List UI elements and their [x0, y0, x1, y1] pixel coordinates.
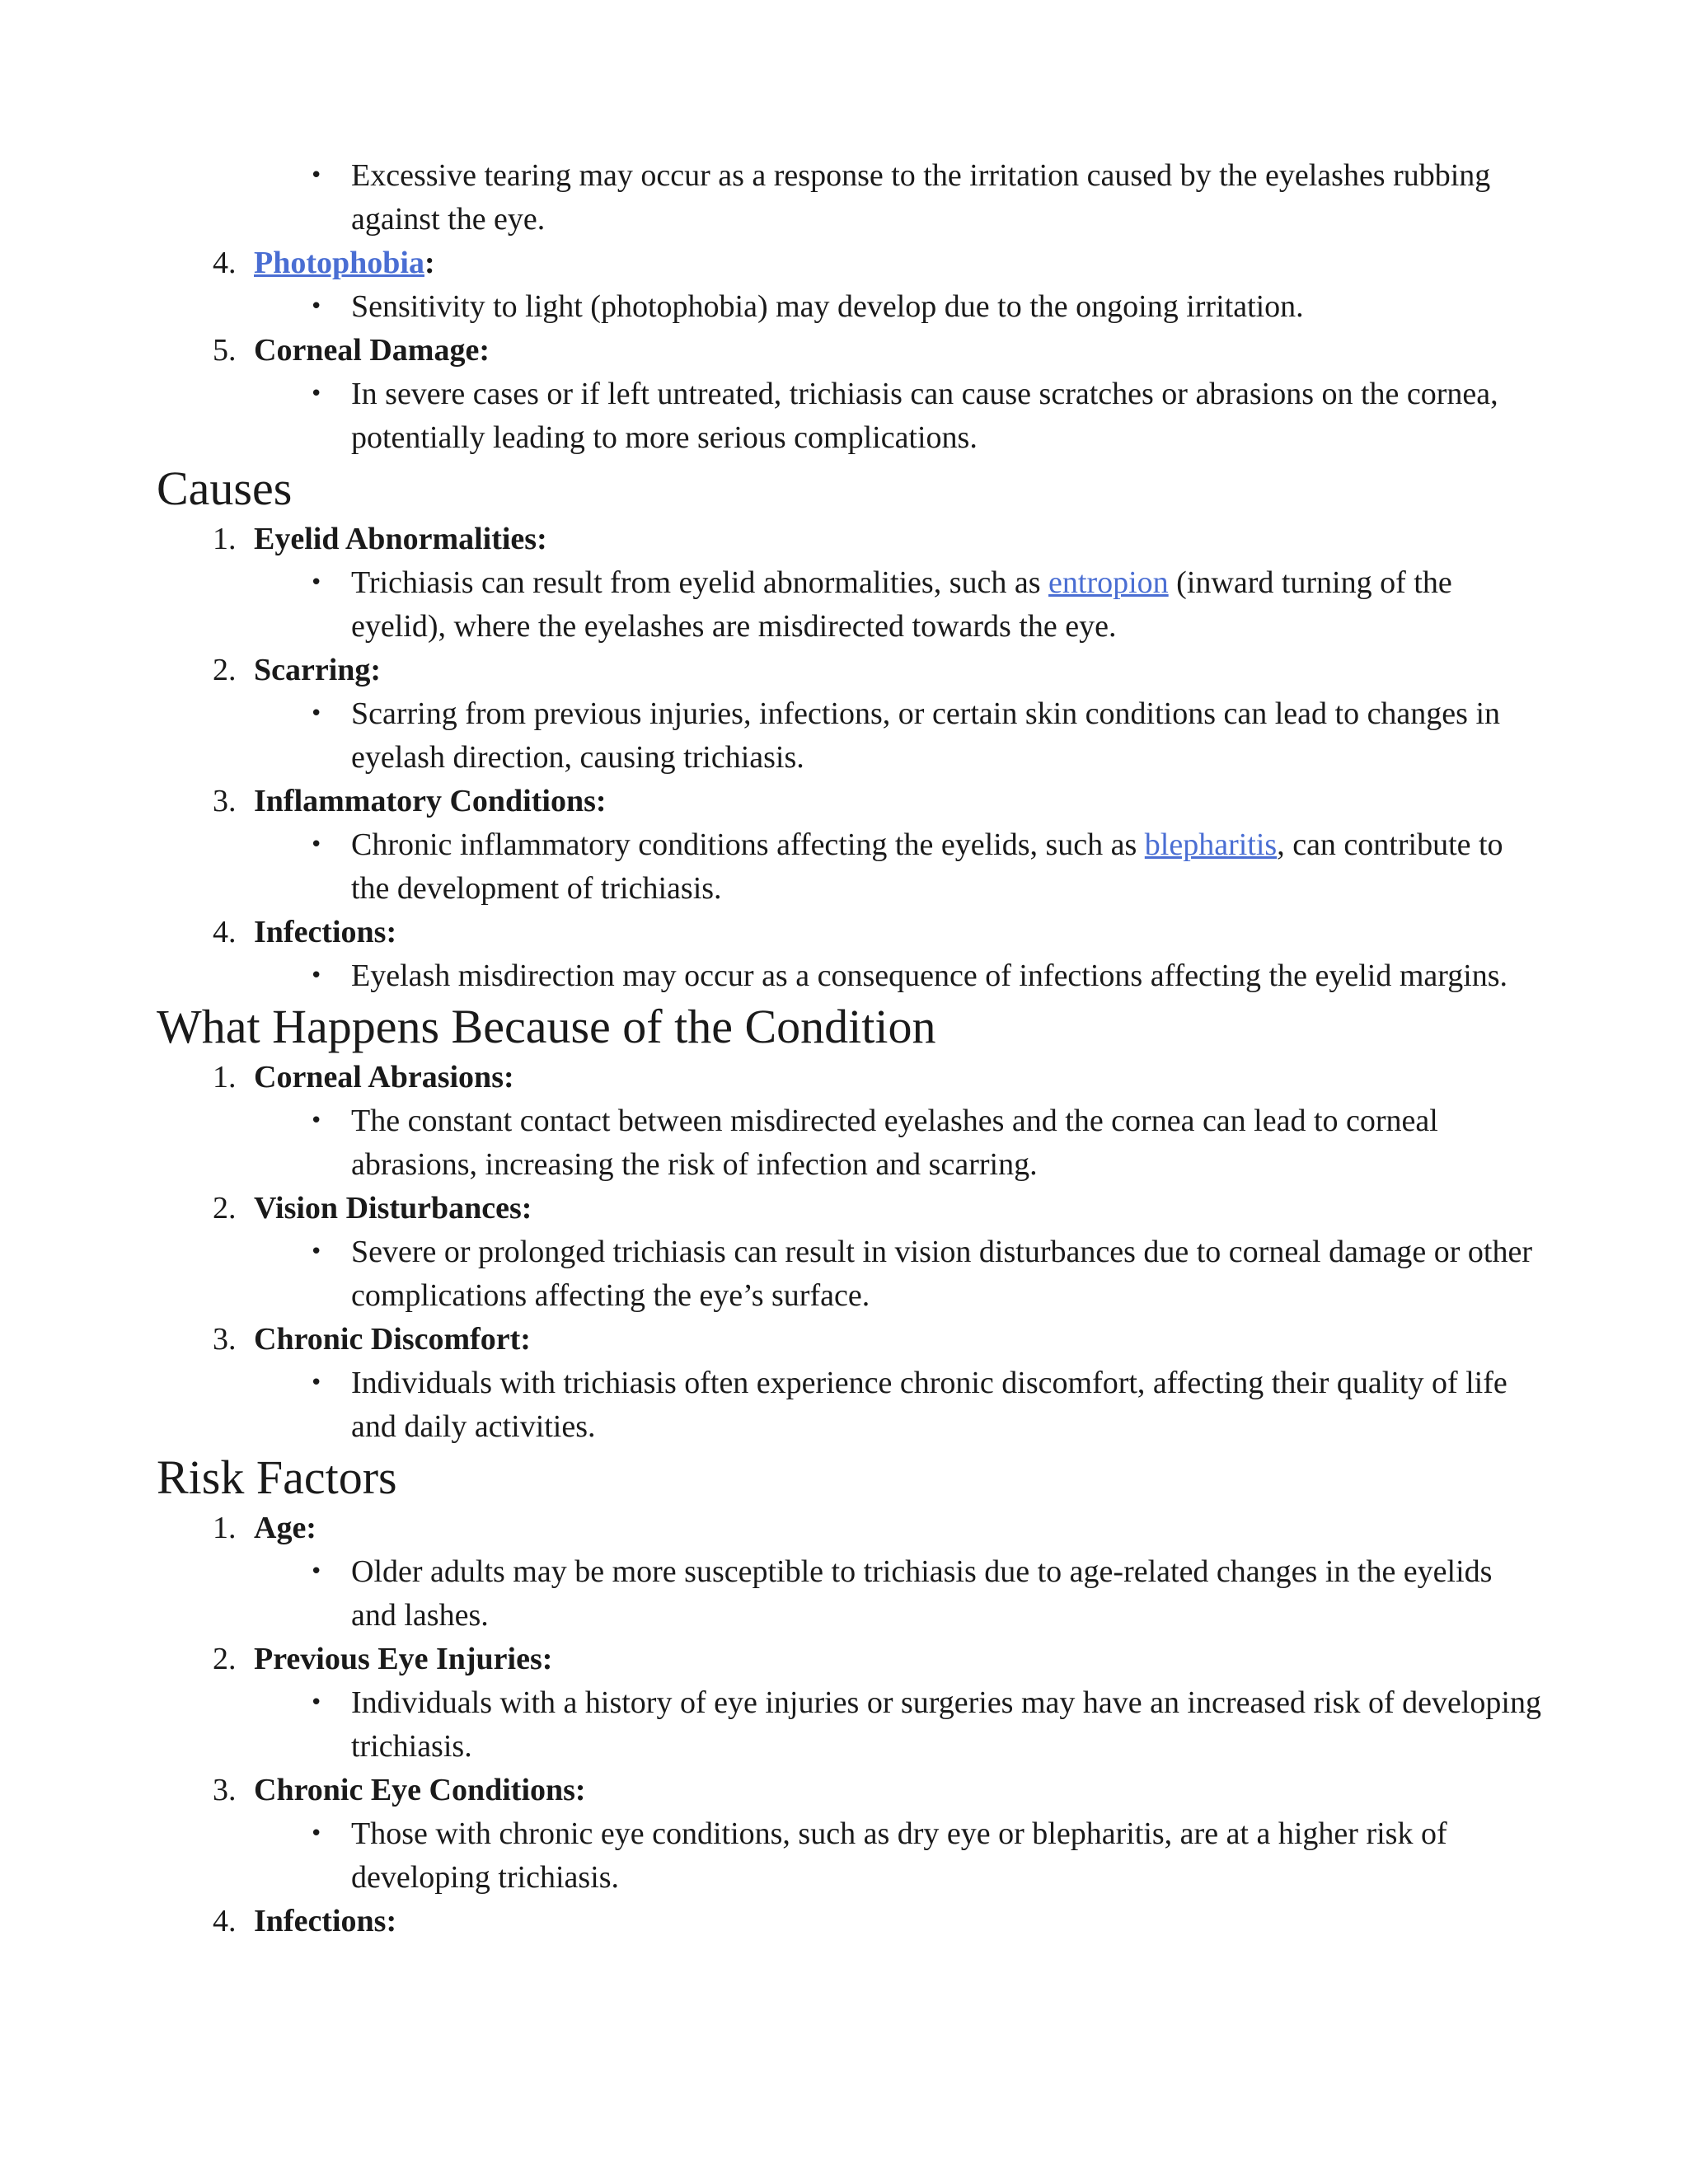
- bullet-marker: •: [310, 570, 323, 595]
- list-item-photophobia: [157, 241, 1541, 285]
- section-title-consequences: What Happens Because of the Condition: [157, 1000, 936, 1053]
- list-item-scarring: [157, 649, 1541, 692]
- item-label: Eyelid Abnormalities:: [254, 522, 547, 556]
- list-number: 4.: [213, 246, 237, 280]
- bullet-text: Scarring from previous injuries, infections, or certain skin conditions can lead to changes in eyelash direction, causing trichiasis.: [351, 696, 1501, 775]
- list-item-bullet: [157, 954, 1541, 998]
- list-item-infections: [157, 911, 1541, 954]
- item-label: Infections:: [254, 1904, 397, 1938]
- list-item-chronic-eye-conditions: [157, 1769, 1541, 1812]
- list-number: 1.: [213, 1511, 237, 1545]
- list-item-bullet: [157, 1550, 1541, 1638]
- list-item-bullet: [157, 561, 1541, 649]
- list-item-bullet: [157, 1099, 1541, 1187]
- list-number: 2.: [213, 1191, 237, 1226]
- list-item-inflammatory-conditions: [157, 780, 1541, 823]
- bullet-marker: •: [310, 382, 323, 406]
- bullet-text: Older adults may be more susceptible to trichiasis due to age-related changes in the eyelids and lashes.: [351, 1554, 1493, 1633]
- bullet-text: Chronic inflammatory conditions affecting the eyelids, such as blepharitis, can contribute to the development of trichiasis.: [351, 827, 1503, 906]
- list-number: 4.: [213, 915, 237, 949]
- item-label: Corneal Abrasions:: [254, 1060, 514, 1094]
- bullet-marker: •: [310, 963, 323, 988]
- photophobia-link[interactable]: Photophobia: [254, 246, 424, 280]
- list-number: 1.: [213, 1060, 237, 1094]
- list-item-eyelid-abnormalities: [157, 518, 1541, 561]
- list-number: 3.: [213, 784, 237, 818]
- bullet-marker: •: [310, 1821, 323, 1846]
- section-title-causes: Causes: [157, 462, 293, 515]
- item-label: Infections:: [254, 915, 397, 949]
- document-content: [157, 154, 1541, 1943]
- list-item-bullet: [157, 154, 1541, 241]
- list-number: 5.: [213, 333, 237, 368]
- item-label: Previous Eye Injuries:: [254, 1642, 553, 1676]
- item-label: Chronic Discomfort:: [254, 1322, 531, 1357]
- list-number: 1.: [213, 522, 237, 556]
- bullet-text: In severe cases or if left untreated, trichiasis can cause scratches or abrasions on the cornea, potentially leading to more serious complications.: [351, 377, 1498, 455]
- item-label: Chronic Eye Conditions:: [254, 1773, 586, 1807]
- item-label: Vision Disturbances:: [254, 1191, 532, 1226]
- list-number: 2.: [213, 1642, 237, 1676]
- item-label: Inflammatory Conditions:: [254, 784, 607, 818]
- list-item-bullet: [157, 1681, 1541, 1769]
- bullet-text: Severe or prolonged trichiasis can result in vision disturbances due to corneal damage or other complications affecting the eye’s surface.: [351, 1235, 1532, 1313]
- item-label: Corneal Damage:: [254, 333, 490, 368]
- list-item-previous-eye-injuries: [157, 1638, 1541, 1681]
- bullet-marker: •: [310, 1108, 323, 1133]
- list-item-chronic-discomfort: [157, 1318, 1541, 1361]
- entropion-link[interactable]: entropion: [1048, 565, 1169, 600]
- label-suffix: :: [424, 246, 435, 280]
- bullet-text: Trichiasis can result from eyelid abnormalities, such as entropion (inward turning of the eyelid), where the eyelashes are misdirected towards the eye.: [351, 565, 1452, 644]
- list-item-bullet: [157, 1361, 1541, 1449]
- item-label: Scarring:: [254, 653, 382, 687]
- bullet-text: Those with chronic eye conditions, such as dry eye or blepharitis, are at a higher risk of developing trichiasis.: [351, 1816, 1447, 1895]
- list-item-bullet: [157, 373, 1541, 460]
- list-number: 2.: [213, 653, 237, 687]
- list-item-bullet: [157, 1812, 1541, 1900]
- list-item-age: [157, 1507, 1541, 1550]
- bullet-marker: •: [310, 294, 323, 319]
- bullet-text: Eyelash misdirection may occur as a consequence of infections affecting the eyelid margins.: [351, 958, 1508, 993]
- list-number: 3.: [213, 1322, 237, 1357]
- list-number: 4.: [213, 1904, 237, 1938]
- bullet-text: Excessive tearing may occur as a response to the irritation caused by the eyelashes rubbing against the eye.: [351, 158, 1491, 237]
- bullet-marker: •: [310, 1240, 323, 1264]
- list-item-corneal-damage: [157, 329, 1541, 373]
- list-item-infections-risk: [157, 1900, 1541, 1943]
- bullet-text: Individuals with trichiasis often experience chronic discomfort, affecting their quality of life and daily activities.: [351, 1366, 1507, 1444]
- bullet-text: Sensitivity to light (photophobia) may develop due to the ongoing irritation.: [351, 289, 1304, 324]
- list-item-bullet: [157, 285, 1541, 329]
- bullet-marker: •: [310, 1371, 323, 1395]
- bullet-text: The constant contact between misdirected eyelashes and the cornea can lead to corneal abrasions, increasing the risk of infection and scarring.: [351, 1104, 1438, 1182]
- bullet-marker: •: [310, 1559, 323, 1584]
- section-title-risk-factors: Risk Factors: [157, 1451, 397, 1504]
- blepharitis-link[interactable]: blepharitis: [1144, 827, 1278, 862]
- bullet-marker: •: [310, 163, 323, 188]
- bullet-marker: •: [310, 701, 323, 726]
- list-item-corneal-abrasions: [157, 1056, 1541, 1099]
- list-item-bullet: [157, 823, 1541, 911]
- list-number: 3.: [213, 1773, 237, 1807]
- bullet-marker: •: [310, 1690, 323, 1715]
- list-item-bullet: [157, 692, 1541, 780]
- bullet-marker: •: [310, 832, 323, 857]
- item-label: Age:: [254, 1511, 316, 1545]
- list-item-vision-disturbances: [157, 1187, 1541, 1230]
- bullet-text: Individuals with a history of eye injuries or surgeries may have an increased risk of developing trichiasis.: [351, 1685, 1541, 1764]
- list-item-bullet: [157, 1230, 1541, 1318]
